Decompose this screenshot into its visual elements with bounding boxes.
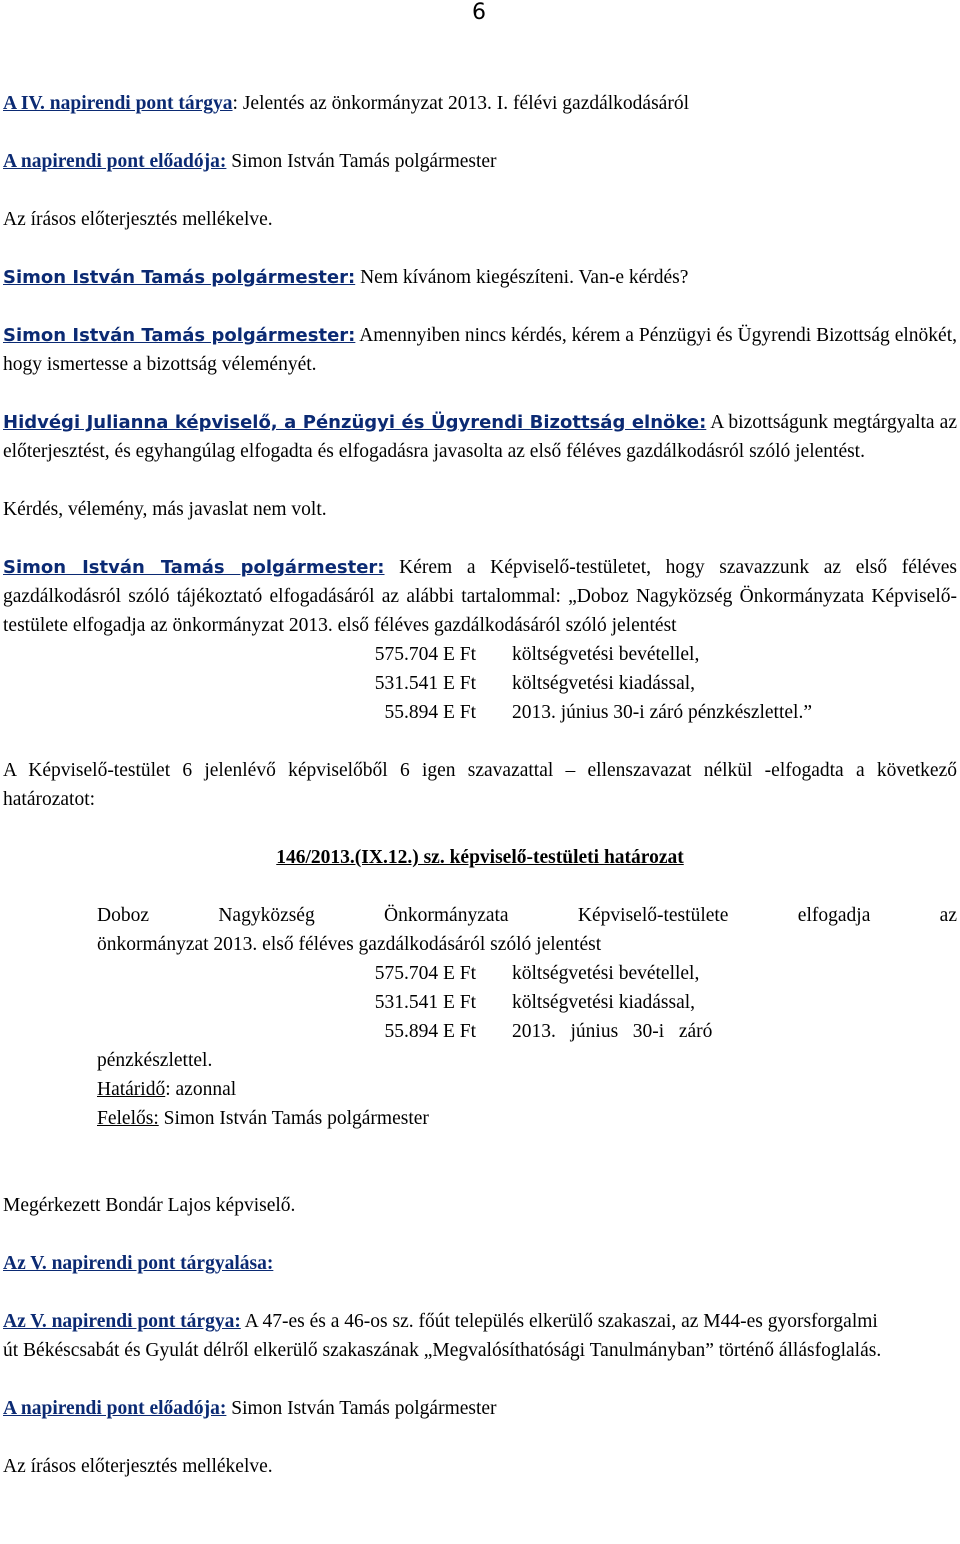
attachment-note-2: Az írásos előterjesztés mellékelve.	[3, 1456, 273, 1477]
agenda-iv-presenter-label: A napirendi pont előadója:	[3, 151, 227, 172]
document-body	[3, 89, 957, 1481]
page-number: 6	[472, 0, 486, 25]
mayor-statement-3	[3, 553, 957, 640]
agenda-v-discussion-label: Az V. napirendi pont tárgyalása:	[3, 1253, 274, 1274]
deadline-label: Határidő	[97, 1079, 166, 1100]
agenda-v-presenter-text: Simon István Tamás polgármester	[226, 1398, 497, 1419]
responsible-label: Felelős:	[97, 1108, 159, 1129]
resolution-body	[3, 901, 957, 1133]
resolution-title: 146/2013.(IX.12.) sz. képviselő-testületi határozat	[276, 847, 684, 868]
deadline-text: : azonnal	[165, 1079, 237, 1100]
agenda-iv-presenter-text: Simon István Tamás polgármester	[226, 151, 497, 172]
figure-amount: 531.541 E Ft	[374, 673, 476, 694]
figure-row	[3, 640, 957, 669]
committee-chair-statement	[3, 408, 957, 466]
figure-amount: 575.704 E Ft	[374, 963, 476, 984]
figure-row	[3, 698, 957, 727]
committee-chair-text: A bizottságunk megtárgyalta az előterjesztést, és egyhangúlag elfogadta és elfogadásra javasolta az első féléves gazdálkodásról szóló jelentést.	[3, 412, 957, 462]
figure-amount: 575.704 E Ft	[374, 644, 476, 665]
figure-amount: 55.894 E Ft	[384, 1021, 476, 1042]
agenda-iv-presenter	[3, 147, 957, 176]
page-header	[0, 0, 960, 36]
deadline-line	[97, 1075, 957, 1104]
mayor-text-2: Amennyiben nincs kérdés, kérem a Pénzügyi és Ügyrendi Bizottság elnökét, hogy ismertesse a bizottság véleményét.	[3, 325, 957, 375]
figure-desc: költségvetési kiadással,	[512, 673, 696, 694]
mayor-statement-2	[3, 321, 957, 379]
agenda-v-subject-text: A 47-es és a 46-os sz. főút település elkerülő szakaszai, az M44-es gyorsforgalmi út Békéscsabát és Gyulát délről elkerülő szakaszának „Megvalósíthatósági Tanulmányban” történő állásfoglalás.	[3, 1311, 882, 1361]
agenda-iv-subject	[3, 89, 957, 118]
resolution-text-line1: Doboz Nagyközség Önkormányzata Képviselő-testülete elfogadja az	[97, 905, 957, 926]
mayor-statement-1	[3, 263, 957, 292]
agenda-v-discussion	[3, 1249, 957, 1278]
agenda-iv-subject-label: A IV. napirendi pont tárgya	[3, 93, 233, 114]
figure-desc: költségvetési bevétellel,	[512, 644, 700, 665]
resolution-text-line2: önkormányzat 2013. első féléves gazdálkodásáról szóló jelentést	[97, 934, 602, 955]
vote-result: A Képviselő-testület 6 jelenlévő képviselőből 6 igen szavazattal – ellenszavazat nélkül -elfogadta a következő határozatot:	[3, 760, 957, 810]
mayor-label-1: Simon István Tamás polgármester:	[3, 267, 356, 288]
mayor-label-3: Simon István Tamás polgármester:	[3, 557, 385, 578]
mayor-text-1: Nem kívánom kiegészíteni. Van-e kérdés?	[355, 267, 689, 288]
agenda-v-subject-label: Az V. napirendi pont tárgya:	[3, 1311, 241, 1332]
responsible-text: Simon István Tamás polgármester	[158, 1108, 429, 1129]
agenda-iv-subject-text: : Jelentés az önkormányzat 2013. I. félévi gazdálkodásáról	[232, 93, 689, 114]
figure-desc: 2013. június 30-i záró pénzkészlettel.”	[512, 702, 812, 723]
figure-row	[3, 669, 957, 698]
figure-desc: költségvetési bevétellel,	[512, 963, 700, 984]
arrival-note: Megérkezett Bondár Lajos képviselő.	[3, 1195, 296, 1216]
agenda-v-presenter	[3, 1394, 957, 1423]
responsible-line	[97, 1104, 957, 1133]
figure-amount: 55.894 E Ft	[384, 702, 476, 723]
committee-chair-label: Hidvégi Julianna képviselő, a Pénzügyi és Ügyrendi Bizottság elnöke:	[3, 412, 707, 433]
figure-amount: 531.541 E Ft	[374, 992, 476, 1013]
figure-desc: 2013. június 30-i záró	[512, 1021, 713, 1042]
agenda-v-subject	[3, 1307, 893, 1365]
figure-row	[97, 988, 957, 1017]
resolution-text-tail: pénzkészlettel.	[97, 1050, 213, 1071]
attachment-note: Az írásos előterjesztés mellékelve.	[3, 209, 273, 230]
no-questions-note: Kérdés, vélemény, más javaslat nem volt.	[3, 499, 327, 520]
figure-row	[97, 1017, 957, 1046]
figure-row	[97, 959, 957, 988]
mayor-text-3: Kérem a Képviselő-testületet, hogy szavazzunk az első féléves gazdálkodásról szóló tájékoztató elfogadásáról az alábbi tartalommal: „Doboz Nagyközség Önkormányzata Képviselő-testülete elfogadja az önkormányzat 2013. első féléves gazdálkodásáról szóló jelentést	[3, 557, 957, 636]
agenda-v-presenter-label: A napirendi pont előadója:	[3, 1398, 227, 1419]
mayor-label-2: Simon István Tamás polgármester:	[3, 325, 356, 346]
figure-desc: költségvetési kiadással,	[512, 992, 696, 1013]
